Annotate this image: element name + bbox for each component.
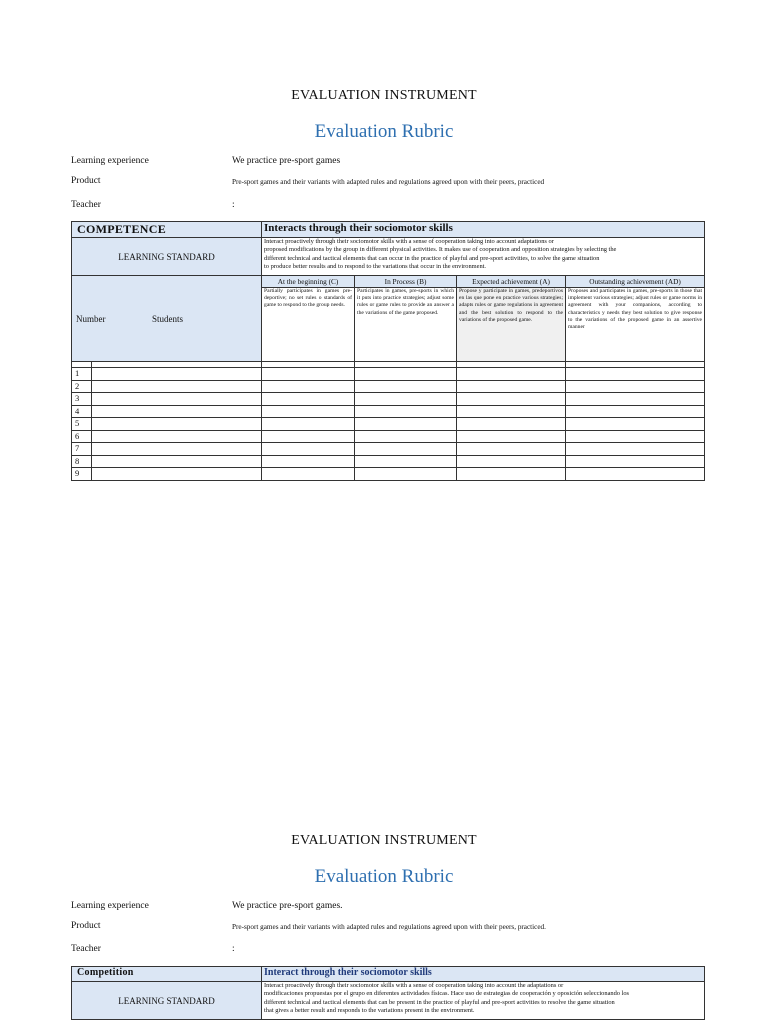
student-row — [72, 430, 705, 443]
grade-cell[interactable] — [355, 430, 457, 443]
learning-experience-value: We practice pre-sport games. — [232, 901, 343, 911]
grade-cell[interactable] — [566, 443, 705, 456]
grade-cell[interactable] — [355, 418, 457, 431]
grade-cell[interactable] — [457, 405, 566, 418]
grade-cell[interactable] — [566, 393, 705, 406]
grade-cell[interactable] — [457, 418, 566, 431]
row-number: 5 — [72, 418, 92, 431]
student-row — [72, 380, 705, 393]
standard-line: that gives a better result and responds to the variations present in the environment. — [264, 1007, 475, 1015]
row-number: 3 — [72, 393, 92, 406]
learning-experience-value: We practice pre-sport games — [232, 156, 341, 166]
learning-experience-label: Learning experience — [71, 901, 149, 911]
row-number: 6 — [72, 430, 92, 443]
student-name-cell[interactable] — [92, 405, 262, 418]
product-value: Pre-sport games and their variants with adapted rules and regulations agreed upon with their peers, practiced. — [232, 923, 546, 931]
level-process-header: In Process (B) — [355, 276, 457, 288]
grade-cell[interactable] — [262, 368, 355, 381]
instrument-heading: EVALUATION INSTRUMENT — [291, 88, 477, 103]
descriptor-expected: Propose y participate in games, predeportivos en las que pone en practice various strategies; adapts rules or game regulations in agreement and the best solution to respond to the variations of the proposed game. — [457, 288, 566, 362]
student-name-cell[interactable] — [92, 393, 262, 406]
standard-line: proposed modifications by the group in different physical activities. It makes use of cooperation and opposition strategies by selecting the — [264, 246, 617, 254]
row-number: 2 — [72, 380, 92, 393]
instrument-heading: EVALUATION INSTRUMENT — [291, 833, 477, 848]
row-number: 4 — [72, 405, 92, 418]
grade-cell[interactable] — [355, 455, 457, 468]
descriptor-beginning: Partially participates in games pre-deportive; no set rules o standards of game to respond to the group needs. — [262, 288, 355, 362]
rubric-table — [71, 966, 705, 1020]
product-label: Product — [71, 176, 101, 186]
student-name-cell[interactable] — [92, 468, 262, 481]
standard-line: Interact proactively through their sociomotor skills with a sense of cooperation taking into account the adaptations or — [264, 982, 564, 989]
grade-cell[interactable] — [355, 405, 457, 418]
grade-cell[interactable] — [262, 393, 355, 406]
competence-title: Interacts through their sociomotor skills — [262, 222, 705, 238]
grade-cell[interactable] — [566, 368, 705, 381]
number-students-header — [72, 276, 262, 362]
teacher-value: : — [232, 944, 235, 954]
grade-cell[interactable] — [457, 393, 566, 406]
learning-standard-text — [262, 238, 705, 276]
product-value: Pre-sport games and their variants with adapted rules and regulations agreed upon with their peers, practiced — [232, 178, 545, 186]
row-number: 8 — [72, 455, 92, 468]
rubric-table — [71, 221, 705, 481]
grade-cell[interactable] — [566, 418, 705, 431]
student-row — [72, 368, 705, 381]
grade-cell[interactable] — [355, 443, 457, 456]
row-number: 1 — [72, 368, 92, 381]
row-number: 7 — [72, 443, 92, 456]
grade-cell[interactable] — [355, 393, 457, 406]
rubric-title: Evaluation Rubric — [314, 866, 454, 887]
standard-line: modificaciones propuestas por el grupo en diferentes actividades físicas. Hace uso de estrategias de cooperación y oposición seleccionando los — [264, 990, 630, 998]
student-name-cell[interactable] — [92, 380, 262, 393]
learning-standard-label: LEARNING STANDARD — [72, 982, 262, 1020]
student-row — [72, 443, 705, 456]
student-name-cell[interactable] — [92, 418, 262, 431]
grade-cell[interactable] — [355, 380, 457, 393]
grade-cell[interactable] — [566, 455, 705, 468]
learning-standard-text — [262, 982, 705, 1020]
competence-title: Interact through their sociomotor skills — [262, 967, 705, 982]
grade-cell[interactable] — [262, 430, 355, 443]
student-row — [72, 393, 705, 406]
grade-cell[interactable] — [457, 430, 566, 443]
grade-cell[interactable] — [566, 430, 705, 443]
grade-cell[interactable] — [457, 455, 566, 468]
descriptor-process: Participates in games, pre-sports in which it puts into practice strategies; adjust some rules or game rules to provide an answer a the variations of the game proposed. — [355, 288, 457, 362]
grade-cell[interactable] — [566, 468, 705, 481]
student-row — [72, 405, 705, 418]
grade-cell[interactable] — [355, 468, 457, 481]
grade-cell[interactable] — [262, 443, 355, 456]
student-name-cell[interactable] — [92, 368, 262, 381]
level-outstanding-header: Outstanding achievement (AD) — [566, 276, 705, 288]
learning-standard-label: LEARNING STANDARD — [72, 238, 262, 276]
students-header: Students — [152, 314, 184, 324]
grade-cell[interactable] — [262, 405, 355, 418]
descriptor-outstanding: Proposes and participates in games, pre-sports in those that implement various strategies; adjust rules or game norms in agreement with your companions, according to characteristics y needs they best solution to give response to the variations of the proposed game in an assertive manner — [566, 288, 705, 362]
teacher-label: Teacher — [71, 200, 101, 210]
competence-label: COMPETENCE — [72, 222, 262, 238]
student-row — [72, 468, 705, 481]
learning-experience-label: Learning experience — [71, 156, 149, 166]
grade-cell[interactable] — [457, 368, 566, 381]
grade-cell[interactable] — [262, 418, 355, 431]
number-header: Number — [76, 314, 106, 324]
student-name-cell[interactable] — [92, 430, 262, 443]
grade-cell[interactable] — [262, 468, 355, 481]
student-name-cell[interactable] — [92, 443, 262, 456]
grade-cell[interactable] — [355, 368, 457, 381]
level-beginning-header: At the beginning (C) — [262, 276, 355, 288]
student-row — [72, 455, 705, 468]
level-expected-header: Expected achievement (A) — [457, 276, 566, 288]
teacher-label: Teacher — [71, 944, 101, 954]
grade-cell[interactable] — [566, 380, 705, 393]
standard-line: different technical and tactical elements that can be present in the practice of playful and pre-sport activities to resolve the game situation — [264, 998, 615, 1006]
competence-label: Competition — [72, 967, 262, 982]
standard-line: Interact proactively through their sociomotor skills with a sense of cooperation taking into account adaptations or — [264, 238, 554, 245]
product-label: Product — [71, 921, 101, 931]
grade-cell[interactable] — [457, 380, 566, 393]
grade-cell[interactable] — [457, 468, 566, 481]
grade-cell[interactable] — [457, 443, 566, 456]
grade-cell[interactable] — [262, 380, 355, 393]
grade-cell[interactable] — [566, 405, 705, 418]
student-row — [72, 418, 705, 431]
student-name-cell[interactable] — [92, 455, 262, 468]
teacher-value: : — [232, 200, 235, 210]
standard-line: different technical and tactical elements that can occur in the practice of playful and pre-sport activities, to solve the game situation — [264, 254, 600, 262]
standard-line: to produce better results and to respond to the variations that occur in the environment. — [264, 263, 487, 271]
row-number: 9 — [72, 468, 92, 481]
rubric-title: Evaluation Rubric — [314, 121, 454, 142]
grade-cell[interactable] — [262, 455, 355, 468]
